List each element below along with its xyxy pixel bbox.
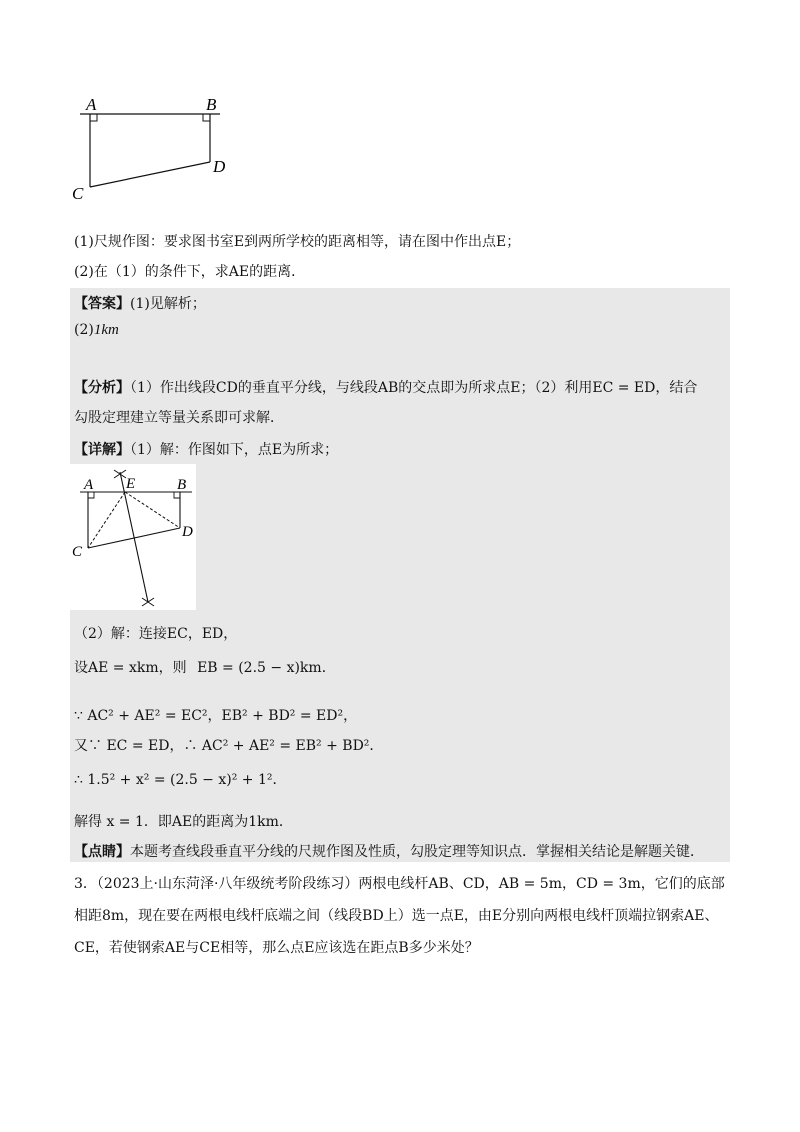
segment-ec-dashed bbox=[88, 492, 125, 548]
right-angle-mark-a bbox=[90, 114, 97, 121]
label-b-2: B bbox=[177, 477, 187, 493]
detail-line-1 bbox=[74, 440, 338, 460]
figure-construction bbox=[70, 464, 196, 610]
right-angle-mark-b bbox=[203, 114, 210, 121]
arc-mark-bottom bbox=[142, 598, 154, 606]
problem-3-line-1: 3．（2023上·山东菏泽·八年级统考阶段练习）两根电线杆AB、CD，AB = 5m，CD = 3m，它们的底部 bbox=[74, 876, 725, 892]
solution-line-4: 又∵ EC = ED，∴ AC² + AE² = EB² + BD²． bbox=[74, 738, 384, 754]
problem-3-line-2: 相距8m，现在要在两根电线杆底端之间（线段BD上）选一点E，由E分别向两根电线杆顶端拉钢索AE、 bbox=[74, 908, 719, 924]
problem-3-line-3: CE，若使钢索AE与CE相等，那么点E应该选在距点B多少米处？ bbox=[74, 940, 479, 956]
label-a: A bbox=[86, 95, 97, 114]
answer-line-1 bbox=[74, 294, 206, 314]
solution-line-2 bbox=[74, 658, 336, 678]
analysis-line-2: 勾股定理建立等量关系即可求解． bbox=[74, 410, 284, 426]
answer-part-2-prefix: (2) bbox=[74, 322, 94, 338]
segment-ed-dashed bbox=[125, 492, 180, 528]
analysis-tag: 【分析】 bbox=[74, 380, 130, 396]
arc-mark-top bbox=[114, 470, 126, 478]
label-c: C bbox=[72, 184, 84, 202]
detail-tag: 【详解】 bbox=[74, 442, 130, 458]
answer-part-1: (1)见解析； bbox=[130, 296, 206, 312]
solution-line-5: ∴ 1.5² + x² = (2.5 − x)² + 1²． bbox=[74, 772, 287, 788]
answer-line-2 bbox=[74, 320, 119, 340]
label-d-2: D bbox=[182, 524, 193, 540]
label-b: B bbox=[206, 95, 217, 114]
solution-line-6: 解得 x = 1．即AE的距离为1km． bbox=[74, 814, 293, 830]
answer-tag: 【答案】 bbox=[74, 296, 130, 312]
solution-line-2a: 设AE = xkm，则 bbox=[74, 660, 187, 676]
answer-part-2-value: 1km bbox=[93, 322, 119, 338]
comment-line bbox=[74, 842, 704, 862]
question-2: (2)在（1）的条件下，求AE的距离． bbox=[74, 264, 306, 280]
label-a-2: A bbox=[84, 477, 94, 493]
comment-text: 本题考查线段垂直平分线的尺规作图及性质，勾股定理等知识点．掌握相关结论是解题关键． bbox=[130, 844, 704, 860]
label-c-2: C bbox=[72, 544, 83, 560]
label-d: D bbox=[213, 157, 226, 176]
figure-quadrilateral bbox=[70, 92, 240, 202]
solution-line-3: ∵ AC² + AE² = EC²，EB² + BD² = ED²， bbox=[74, 708, 358, 724]
solution-line-2b: EB = (2.5 − x)km． bbox=[197, 660, 336, 676]
comment-tag: 【点睛】 bbox=[74, 844, 130, 860]
analysis-text-1: （1）作出线段CD的垂直平分线，与线段AB的交点即为所求点E；（2）利用EC = ED，结合 bbox=[130, 380, 698, 396]
label-e-2: E bbox=[126, 476, 136, 492]
solution-line-1: （2）解：连接EC，ED， bbox=[74, 626, 238, 642]
analysis-line-1 bbox=[74, 378, 697, 398]
segment-cd bbox=[90, 162, 210, 187]
question-1: (1)尺规作图：要求图书室E到两所学校的距离相等，请在图中作出点E； bbox=[74, 234, 521, 250]
detail-text-1: （1）解：作图如下，点E为所求； bbox=[130, 442, 339, 458]
